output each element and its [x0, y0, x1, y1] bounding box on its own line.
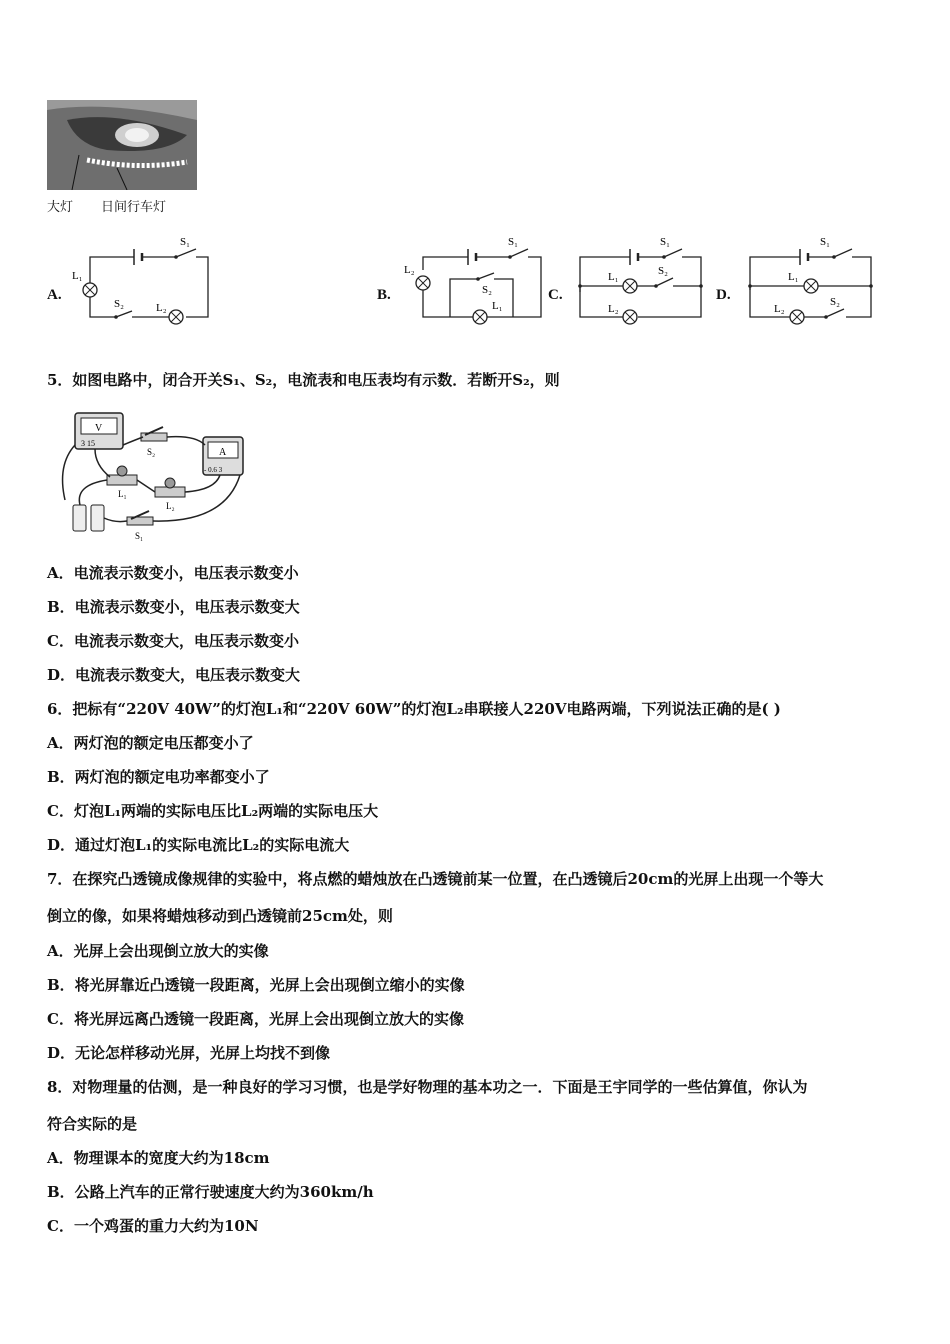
q7-stem-line1: 7．在探究凸透镜成像规律的实验中，将点燃的蜡烛放在凸透镜前某一位置，在凸透镜后20cm的光屏上出现一个等大	[47, 870, 824, 888]
voltmeter-scale: 3 15	[81, 439, 95, 448]
q6-option-c[interactable]: C．灯泡L₁两端的实际电压比L₂两端的实际电压大	[47, 802, 379, 820]
voltmeter-label: V	[95, 423, 103, 434]
q5-option-d[interactable]: D．电流表示数变大，电压表示数变大	[47, 666, 301, 684]
q7-stem-line2: 倒立的像，如果将蜡烛移动到凸透镜前25cm处，则	[47, 907, 393, 925]
label-s1: S₁	[660, 236, 670, 248]
label-s1: S₁	[508, 236, 518, 248]
switch-s1	[510, 249, 528, 257]
label-l1: L₁	[608, 271, 619, 283]
q5-circuit-figure	[55, 405, 255, 545]
ammeter	[203, 437, 243, 475]
q4-option-b-circuit	[398, 235, 548, 330]
label-l2: L₂	[608, 303, 619, 315]
switch-s1	[664, 249, 682, 257]
switch-s2	[826, 309, 844, 317]
q7-option-d[interactable]: D．无论怎样移动光屏，光屏上均找不到像	[47, 1044, 331, 1062]
q6-option-b[interactable]: B．两灯泡的额定电功率都变小了	[47, 768, 270, 786]
label-l1: L₁	[492, 300, 503, 312]
ammeter-label: A	[219, 447, 227, 458]
q6-option-d[interactable]: D．通过灯泡L₁的实际电流比L₂的实际电流大	[47, 836, 350, 854]
label-s2: S₂	[147, 447, 156, 457]
label-s1: S₁	[180, 236, 190, 248]
ammeter-scale: - 0.6 3	[204, 466, 223, 474]
switch-s1	[834, 249, 852, 257]
label-s1: S₁	[135, 531, 144, 541]
q4-option-a-letter[interactable]: A.	[47, 287, 62, 303]
voltmeter	[75, 413, 123, 449]
q8-option-b[interactable]: B．公路上汽车的正常行驶速度大约为360km/h	[47, 1183, 374, 1201]
q4-option-d-circuit	[738, 232, 883, 327]
battery-2	[91, 505, 104, 531]
q6-option-a[interactable]: A．两灯泡的额定电压都变小了	[47, 734, 254, 752]
battery-1	[73, 505, 86, 531]
q6-stem: 6．把标有“220V 40W”的灯泡L₁和“220V 60W”的灯泡L₂串联接人220V电路两端，下列说法正确的是( )	[47, 700, 781, 718]
switch-s1	[176, 249, 196, 257]
label-l2: L₂	[156, 302, 167, 314]
switch-s2	[116, 311, 132, 317]
label-l1: L₁	[118, 489, 127, 499]
q4-option-a-circuit	[68, 235, 218, 330]
q8-option-a[interactable]: A．物理课本的宽度大约为18cm	[47, 1149, 270, 1167]
label-l2: L₂	[404, 264, 415, 276]
q5-stem: 5．如图电路中，闭合开关S₁、S₂，电流表和电压表均有示数．若断开S₂，则	[47, 371, 560, 389]
label-l2: L₂	[774, 303, 785, 315]
label-s2: S₂	[658, 265, 668, 277]
q8-option-c[interactable]: C．一个鸡蛋的重力大约为10N	[47, 1217, 259, 1235]
label-s2: S₂	[482, 284, 492, 296]
label-s1: S₁	[820, 236, 830, 248]
label-l2: L₂	[166, 501, 175, 511]
q4-option-c-letter[interactable]: C.	[548, 287, 563, 303]
label-l1: L₁	[788, 271, 799, 283]
car-headlight-photo	[47, 100, 197, 190]
q8-stem-line1: 8．对物理量的估测，是一种良好的学习习惯，也是学好物理的基本功之一．下面是王宇同学的一些估算值，你认为	[47, 1078, 808, 1096]
switch-s2	[656, 278, 673, 286]
q7-option-a[interactable]: A．光屏上会出现倒立放大的实像	[47, 942, 269, 960]
q5-option-b[interactable]: B．电流表示数变小，电压表示数变大	[47, 598, 300, 616]
switch-s2	[478, 273, 494, 279]
q4-option-b-letter[interactable]: B.	[377, 287, 391, 303]
q7-option-c[interactable]: C．将光屏远离凸透镜一段距离，光屏上会出现倒立放大的实像	[47, 1010, 464, 1028]
label-s2: S₂	[830, 296, 840, 308]
q7-option-b[interactable]: B．将光屏靠近凸透镜一段距离，光屏上会出现倒立缩小的实像	[47, 976, 465, 994]
q8-stem-line2: 符合实际的是	[47, 1115, 138, 1133]
label-l1: L₁	[72, 270, 83, 282]
label-s2: S₂	[114, 298, 124, 310]
q4-option-c-circuit	[568, 232, 713, 327]
q5-option-a[interactable]: A．电流表示数变小，电压表示数变小	[47, 564, 299, 582]
q4-option-d-letter[interactable]: D.	[716, 287, 731, 303]
car-headlight-illustration	[47, 100, 197, 190]
photo-caption-headlight: 大灯	[47, 200, 74, 215]
q5-option-c[interactable]: C．电流表示数变大，电压表示数变小	[47, 632, 299, 650]
photo-caption-daytime-light: 日间行车灯	[101, 200, 167, 215]
